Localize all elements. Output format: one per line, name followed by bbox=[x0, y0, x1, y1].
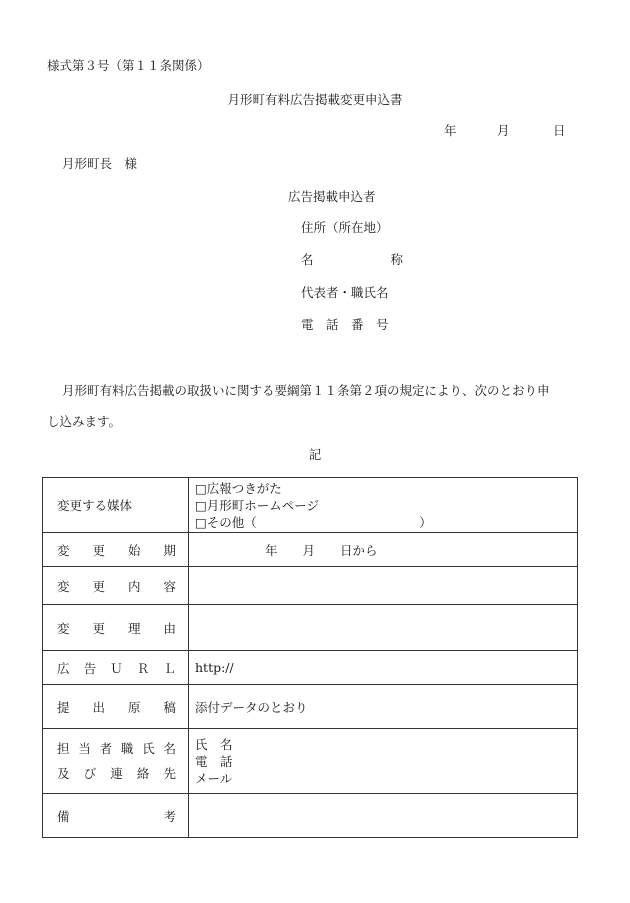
url-value[interactable]: http:// bbox=[189, 651, 578, 685]
document-title: 月形町有料広告掲載変更申込書 bbox=[227, 92, 403, 107]
media-label: 変更する媒体 bbox=[43, 478, 189, 533]
table-row-url bbox=[43, 651, 578, 685]
media-option-other[interactable]: □その他（ ） bbox=[195, 514, 432, 530]
table-row-manuscript bbox=[43, 685, 578, 729]
contact-mail-label[interactable]: メール bbox=[195, 770, 233, 786]
start-label: 変 更 始 期 bbox=[43, 533, 189, 567]
reason-value[interactable] bbox=[189, 605, 578, 651]
contact-name-label[interactable]: 氏 名 bbox=[195, 736, 233, 752]
applicant-heading: 広告掲載申込者 bbox=[288, 189, 376, 204]
date-day: 日 bbox=[553, 123, 566, 138]
applicant-phone-label: 電 話 番 号 bbox=[301, 317, 389, 332]
form-number: 様式第３号（第１１条関係） bbox=[47, 58, 210, 73]
applicant-representative-label: 代表者・職氏名 bbox=[301, 285, 389, 300]
media-options bbox=[189, 478, 578, 533]
contact-phone-label[interactable]: 電 話 bbox=[195, 753, 233, 769]
media-option-homepage[interactable]: □月形町ホームページ bbox=[195, 497, 320, 513]
table-row-media bbox=[43, 478, 578, 533]
table-row-contact bbox=[43, 729, 578, 794]
ki-heading: 記 bbox=[308, 447, 322, 462]
date-year: 年 bbox=[444, 123, 457, 138]
applicant-name-label: 名 称 bbox=[301, 252, 403, 267]
table-row-remarks bbox=[43, 794, 578, 838]
content-value[interactable] bbox=[189, 567, 578, 605]
url-label: 広 告 Ｕ Ｒ Ｌ bbox=[43, 651, 189, 685]
body-text-line1: 月形町有料広告掲載の取扱いに関する要綱第１１条第２項の規定により、次のとおり申 bbox=[62, 383, 550, 398]
body-text-line2: し込みます。 bbox=[47, 414, 122, 429]
applicant-address-label: 住所（所在地） bbox=[301, 220, 389, 235]
contact-label: 担当者職氏名 及び連絡先 bbox=[43, 729, 189, 794]
table-row-start bbox=[43, 533, 578, 567]
table-row-reason bbox=[43, 605, 578, 651]
start-value[interactable]: 年 月 日から bbox=[189, 533, 578, 567]
media-option-koho[interactable]: □広報つきがた bbox=[195, 480, 282, 496]
manuscript-label: 提 出 原 稿 bbox=[43, 685, 189, 729]
addressee: 月形町長 様 bbox=[62, 156, 138, 171]
remarks-label: 備 考 bbox=[43, 794, 189, 838]
table-row-content bbox=[43, 567, 578, 605]
remarks-value[interactable] bbox=[189, 794, 578, 838]
manuscript-value[interactable]: 添付データのとおり bbox=[189, 685, 578, 729]
content-label: 変 更 内 容 bbox=[43, 567, 189, 605]
date-month: 月 bbox=[497, 123, 510, 138]
application-table bbox=[42, 477, 578, 838]
reason-label: 変 更 理 由 bbox=[43, 605, 189, 651]
contact-values bbox=[189, 729, 578, 794]
